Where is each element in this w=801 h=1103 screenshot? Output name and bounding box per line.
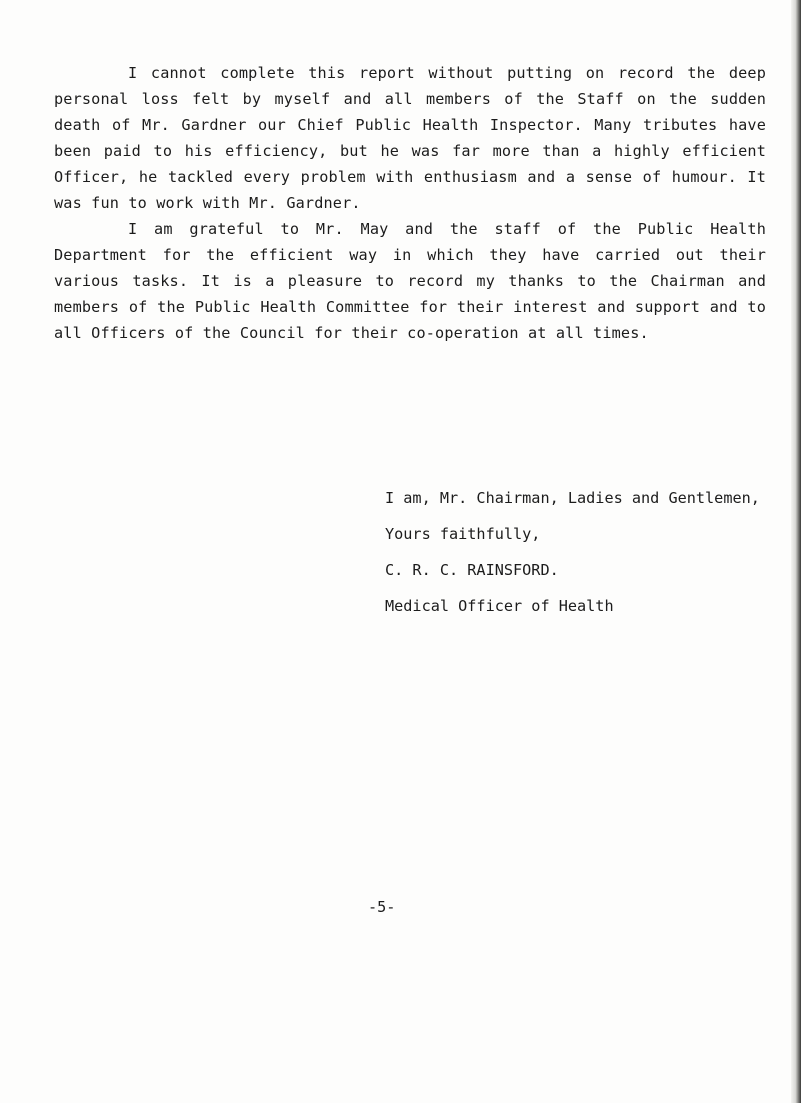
letter-closing: [385, 480, 760, 624]
salutation: I am, Mr. Chairman, Ladies and Gentlemen,: [385, 489, 760, 507]
report-body: [54, 60, 766, 346]
paragraph-tribute: I cannot complete this report without putting on record the deep personal loss felt by myself and all members of the Staff on the sudden death of Mr. Gardner our Chief Public Health Inspector. Many tributes have been paid to his efficiency, but he was far more than a highly efficient Officer, he tackled every problem with enthusiasm and a sense of humour. It was fun to work with Mr. Gardner.: [54, 64, 766, 212]
valediction: Yours faithfully,: [385, 525, 541, 543]
signatory-title: Medical Officer of Health: [385, 597, 614, 615]
signatory-name: C. R. C. RAINSFORD.: [385, 561, 559, 579]
paragraph-thanks: I am grateful to Mr. May and the staff of the Public Health Department for the efficient way in which they have carried out their various tasks. It is a pleasure to record my thanks to the Chairman and members of the Public Health Committee for their interest and support and to all Officers of the Council for their co-operation at all times.: [54, 220, 766, 342]
page-edge-shadow: [791, 0, 801, 1103]
page-number: -5-: [368, 898, 396, 916]
